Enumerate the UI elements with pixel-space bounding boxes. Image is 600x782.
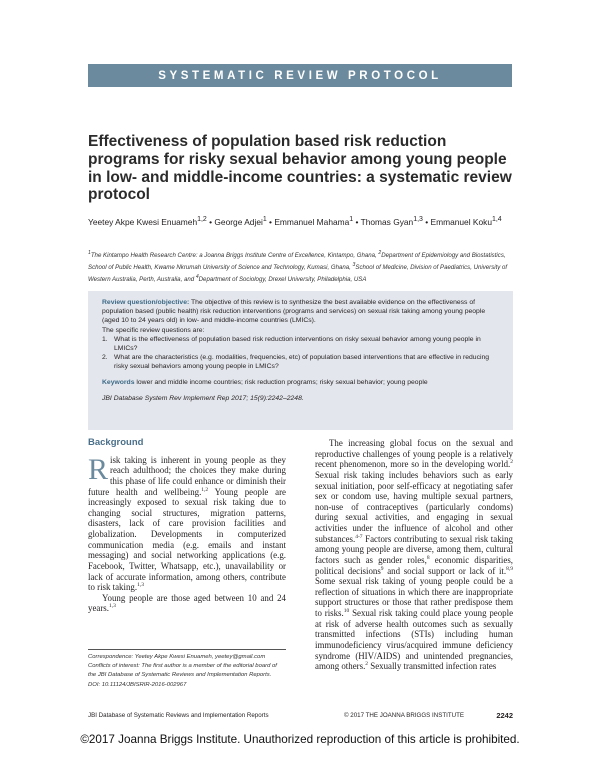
author-affil-sup: 1,2: [197, 216, 207, 223]
paragraph-text: Sexually transmitted infection rates: [368, 661, 497, 672]
objective-text: The objective of this review is to synthesize the best available evidence on the effectiveness of population based (public health) risk reduction interventions (programs and services) on sexual risk taking among young people (aged 10 to 24 years old) in low- and middle-income countries (LMICs).: [102, 299, 486, 325]
question-number: 1.: [102, 335, 108, 343]
page-number: 2242: [496, 711, 513, 720]
affil-sup: 1: [88, 250, 91, 256]
paragraph-text: isk taking is inherent in young people as they reach adulthood; the choices they make during this phase of life could enhance or diminish their future health and wellbeing.: [88, 454, 286, 497]
author-affil-sup: 1: [349, 216, 354, 223]
author-list: [88, 213, 513, 229]
review-question: [102, 353, 499, 371]
affil-text: The Kintampo Health Research Centre: a Joanna Briggs Institute Centre of Excellence, Kintampo, Ghana,: [90, 252, 379, 260]
author-name: Thomas Gyan: [360, 216, 414, 227]
paragraph-text: The increasing global focus on the sexual and reproductive challenges of young people is a relatively recent phenomenon, more so in the developing world.: [315, 438, 513, 470]
affil-text: School of Medicine, Division of Paediatrics, University of Western Australia, Perth, Australia, and: [88, 263, 508, 283]
paragraph-text: economic disparities, political decisions: [315, 554, 513, 576]
keywords-text: lower and middle income countries; risk reduction programs; risky sexual behavior; young people: [134, 378, 428, 386]
citation-sup: 4-7: [355, 533, 363, 540]
affil-sup: 3: [352, 261, 356, 268]
abstract-box: [88, 291, 513, 430]
affil-sup: 2: [378, 250, 382, 256]
citation-sup: 1,3: [108, 603, 116, 610]
paragraph-text: Factors contributing to sexual risk taking among young people are diverse, among them, cultural factors such as gender roles,: [315, 533, 513, 565]
affiliations: [88, 249, 513, 284]
question-number: 2.: [102, 354, 108, 362]
keywords-label: Keywords: [102, 378, 135, 386]
author-affil-sup: 1: [262, 216, 267, 223]
review-questions: [102, 335, 499, 372]
questions-intro: The specific review questions are:: [102, 326, 205, 334]
affil-text: Department of Sociology, Drexel University, Philadelphia, USA: [198, 275, 367, 283]
author-affil-sup: 1,3: [413, 216, 423, 223]
paragraph-text: and social support or lack of it.: [383, 565, 507, 576]
paragraph-text: Sexual risk taking could place young people at risk of adverse health outcomes such as sexually transmitted infections (STIs) including human immunodeficiency virus/acquired immune deficiency syndrome (HIV/AIDS) and unintended pregnancies, among others.: [315, 608, 514, 672]
author-name: Emmanuel Koku: [430, 216, 492, 227]
author-name: Emmanuel Mahama: [274, 216, 350, 227]
copyright-notice: ©2017 Joanna Briggs Institute. Unauthorized reproduction of this article is prohibited.: [80, 733, 520, 746]
paragraph: [315, 438, 513, 672]
footnote-divider: [88, 649, 286, 650]
correspondence-note: Correspondence: Yeetey Akpe Kwesi Enuameh, yeetey@gmail.com: [88, 654, 266, 660]
paragraph-text: Some sexual risk taking of young people could be a reflection of situations in which there are inappropriate support structures or those that rather predispose them to risks.: [315, 576, 513, 618]
author-separator: •: [422, 216, 431, 227]
citation-sup: 1,3: [137, 582, 144, 589]
affil-sup: 4: [195, 273, 199, 280]
paragraph-text: Young people are increasingly exposed to sexual risk taking due to changing social structures, migration patterns, disasters, lack of care provision facilities and globalization. Developments in computerized communication media (e.g. emails and instant messaging) and social networking applications (e.g. Facebook, Twitter, Whatsapp, etc.), unavailability or lack of accurate information, among others, contribute to risk taking.: [88, 486, 286, 593]
affil-text: Department of Epidemiology and Biostatistics, School of Public Health, Kwame Nkrumah University of Science and Technology, Kumasi, Ghana,: [88, 252, 506, 271]
section-heading: Background: [88, 437, 144, 448]
article-title: Effectiveness of population based risk reduction programs for risky sexual behavior among young people in low- and middle-income countries: a systematic review protocol: [88, 133, 512, 204]
keywords: [102, 378, 499, 387]
author-separator: •: [266, 216, 275, 227]
citation-sup: 10: [343, 608, 350, 615]
citation-sup: 2: [510, 459, 513, 466]
paragraph-text: Young people are those aged between 10 and 24 years.: [88, 592, 286, 614]
question-text: What is the effectiveness of population based risk reduction interventions on risky sexual behavior among young people in LMICs?: [114, 335, 481, 353]
citation-sup: 8: [426, 554, 430, 561]
citation-sup: 9: [380, 565, 384, 572]
citation-sup: 2: [365, 661, 369, 668]
citation-sup: 8,9: [506, 565, 513, 572]
author-separator: •: [206, 216, 215, 227]
citation: JBI Database System Rev Implement Rep 2017; 15(9):2242–2248.: [102, 394, 304, 402]
drop-cap: R: [88, 452, 109, 486]
author-name: George Adjei: [214, 216, 263, 227]
paragraph: [88, 593, 286, 614]
conflict-note: Conflicts of interest: The first author is a member of the editorial board of the JBI Database of Systematic Reviews and Implementation Reports.: [88, 663, 277, 679]
article-type-banner: SYSTEMATIC REVIEW PROTOCOL: [88, 64, 512, 87]
footer-copyright: © 2017 THE JOANNA BRIGGS INSTITUTE: [344, 712, 464, 719]
paragraph-text: Sexual risk taking includes behaviors such as early sexual initiation, poor self-efficacy at negotiating safer sex or condom use, having multiple sexual partners, non-use of contraceptives (particularly condoms) during sexual activities, and engaging in sexual activities under the influence of alcohol and other substances.: [315, 469, 513, 544]
author-name: Yeetey Akpe Kwesi Enuameh: [88, 216, 198, 227]
footnotes: [88, 653, 286, 690]
author-separator: •: [353, 216, 361, 227]
review-question: [102, 335, 499, 353]
objective-label: Review question/objective:: [102, 299, 190, 306]
paragraph: [88, 452, 286, 593]
journal-name: JBI Database of Systematic Reviews and Implementation Reports: [88, 712, 269, 719]
author-affil-sup: 1,4: [491, 216, 502, 223]
right-column: [315, 438, 513, 672]
left-column: [88, 438, 286, 614]
question-text: What are the characteristics (e.g. modalities, frequencies, etc) of population based interventions that are effective in reducing risky sexual behaviors among young people in LMICs?: [114, 354, 490, 371]
citation-sup: 1,2: [201, 486, 209, 493]
doi-note: DOI: 10.11124/JBISRIR-2016-002967: [88, 681, 187, 688]
review-objective: [102, 298, 499, 326]
